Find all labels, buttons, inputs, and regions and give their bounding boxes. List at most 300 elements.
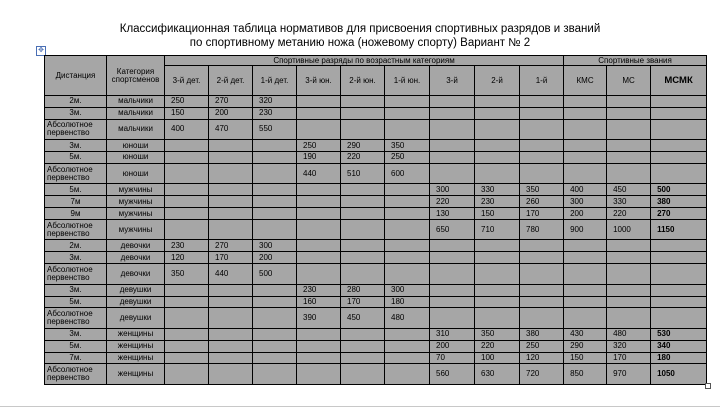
value-cell bbox=[253, 163, 297, 183]
value-cell bbox=[651, 152, 707, 164]
category-cell: девушки bbox=[107, 284, 165, 296]
value-cell: 230 bbox=[253, 107, 297, 119]
value-cell bbox=[209, 364, 253, 385]
value-cell: 250 bbox=[520, 340, 564, 352]
table-row bbox=[45, 152, 707, 164]
value-cell bbox=[165, 328, 209, 340]
value-cell: 300 bbox=[430, 184, 475, 196]
value-cell bbox=[385, 328, 430, 340]
table-row bbox=[45, 219, 707, 239]
value-cell bbox=[341, 252, 385, 264]
table-row bbox=[45, 352, 707, 364]
value-cell bbox=[297, 340, 341, 352]
value-cell: 630 bbox=[475, 364, 520, 385]
distance-cell: Абсолютное первенство bbox=[45, 308, 107, 328]
table-row bbox=[45, 163, 707, 183]
value-cell bbox=[341, 340, 385, 352]
value-cell: 230 bbox=[475, 196, 520, 208]
value-cell: 290 bbox=[341, 140, 385, 152]
value-cell: 780 bbox=[520, 219, 564, 239]
value-cell bbox=[297, 240, 341, 252]
distance-cell: 3м. bbox=[45, 284, 107, 296]
value-cell bbox=[651, 264, 707, 284]
category-cell: мальчики bbox=[107, 107, 165, 119]
header-col: 3-й дет. bbox=[165, 66, 209, 96]
value-cell bbox=[209, 152, 253, 164]
value-cell bbox=[209, 184, 253, 196]
table-row bbox=[45, 284, 707, 296]
table-row bbox=[45, 96, 707, 108]
value-cell bbox=[520, 252, 564, 264]
value-cell: 290 bbox=[564, 340, 607, 352]
value-cell bbox=[607, 308, 651, 328]
table-resize-handle[interactable] bbox=[705, 383, 711, 389]
value-cell bbox=[253, 196, 297, 208]
value-cell: 220 bbox=[607, 208, 651, 220]
value-cell bbox=[209, 284, 253, 296]
value-cell bbox=[520, 140, 564, 152]
value-cell bbox=[520, 107, 564, 119]
value-cell bbox=[430, 96, 475, 108]
value-cell bbox=[520, 284, 564, 296]
value-cell bbox=[475, 252, 520, 264]
category-cell: мужчины bbox=[107, 219, 165, 239]
value-cell bbox=[341, 107, 385, 119]
table-row bbox=[45, 196, 707, 208]
value-cell bbox=[165, 140, 209, 152]
value-cell bbox=[475, 107, 520, 119]
value-cell bbox=[385, 107, 430, 119]
value-cell: 300 bbox=[253, 240, 297, 252]
standards-table bbox=[44, 55, 707, 385]
value-cell bbox=[297, 364, 341, 385]
distance-cell: 2м. bbox=[45, 240, 107, 252]
table-row bbox=[45, 208, 707, 220]
distance-cell: 3м. bbox=[45, 107, 107, 119]
value-cell bbox=[253, 340, 297, 352]
value-cell bbox=[564, 296, 607, 308]
value-cell bbox=[520, 152, 564, 164]
value-cell bbox=[430, 252, 475, 264]
value-cell: 200 bbox=[209, 107, 253, 119]
table-row bbox=[45, 340, 707, 352]
value-cell: 280 bbox=[341, 284, 385, 296]
value-cell bbox=[165, 219, 209, 239]
value-cell bbox=[475, 152, 520, 164]
table-row bbox=[45, 107, 707, 119]
value-cell bbox=[430, 308, 475, 328]
value-cell: 1050 bbox=[651, 364, 707, 385]
value-cell bbox=[253, 152, 297, 164]
value-cell: 180 bbox=[651, 352, 707, 364]
value-cell: 440 bbox=[209, 264, 253, 284]
value-cell: 250 bbox=[165, 96, 209, 108]
title-line-1: Классификационная таблица нормативов для присвоения спортивных разрядов и званий bbox=[119, 23, 601, 35]
value-cell bbox=[651, 107, 707, 119]
value-cell bbox=[253, 328, 297, 340]
value-cell bbox=[385, 364, 430, 385]
value-cell bbox=[430, 119, 475, 139]
value-cell bbox=[564, 152, 607, 164]
value-cell bbox=[564, 240, 607, 252]
value-cell bbox=[607, 163, 651, 183]
header-col: 1-й юн. bbox=[385, 66, 430, 96]
distance-cell: 9м bbox=[45, 208, 107, 220]
value-cell bbox=[253, 140, 297, 152]
value-cell: 250 bbox=[385, 152, 430, 164]
table-row bbox=[45, 119, 707, 139]
value-cell: 270 bbox=[209, 240, 253, 252]
category-cell: мужчины bbox=[107, 196, 165, 208]
value-cell: 440 bbox=[297, 163, 341, 183]
value-cell: 320 bbox=[607, 340, 651, 352]
value-cell: 310 bbox=[430, 328, 475, 340]
value-cell: 720 bbox=[520, 364, 564, 385]
value-cell bbox=[607, 252, 651, 264]
value-cell: 450 bbox=[607, 184, 651, 196]
value-cell: 150 bbox=[165, 107, 209, 119]
category-cell: девочки bbox=[107, 240, 165, 252]
value-cell: 340 bbox=[651, 340, 707, 352]
value-cell bbox=[209, 219, 253, 239]
table-row bbox=[45, 296, 707, 308]
value-cell bbox=[564, 107, 607, 119]
category-cell: мальчики bbox=[107, 96, 165, 108]
value-cell bbox=[475, 264, 520, 284]
distance-cell: Абсолютное первенство bbox=[45, 219, 107, 239]
distance-cell: 3м. bbox=[45, 140, 107, 152]
value-cell bbox=[607, 240, 651, 252]
value-cell bbox=[520, 96, 564, 108]
value-cell bbox=[297, 252, 341, 264]
value-cell bbox=[520, 119, 564, 139]
value-cell bbox=[253, 364, 297, 385]
value-cell: 270 bbox=[209, 96, 253, 108]
value-cell bbox=[430, 284, 475, 296]
value-cell: 100 bbox=[475, 352, 520, 364]
distance-cell: Абсолютное первенство bbox=[45, 264, 107, 284]
page-bottom-border bbox=[0, 406, 720, 407]
value-cell: 330 bbox=[607, 196, 651, 208]
value-cell bbox=[341, 328, 385, 340]
value-cell bbox=[253, 296, 297, 308]
value-cell: 130 bbox=[430, 208, 475, 220]
value-cell bbox=[209, 208, 253, 220]
value-cell bbox=[341, 240, 385, 252]
value-cell bbox=[564, 140, 607, 152]
value-cell bbox=[209, 308, 253, 328]
value-cell bbox=[209, 340, 253, 352]
value-cell bbox=[475, 284, 520, 296]
value-cell bbox=[564, 252, 607, 264]
value-cell bbox=[564, 96, 607, 108]
value-cell: 850 bbox=[564, 364, 607, 385]
value-cell: 480 bbox=[385, 308, 430, 328]
value-cell: 230 bbox=[165, 240, 209, 252]
value-cell bbox=[651, 296, 707, 308]
table-row bbox=[45, 328, 707, 340]
value-cell bbox=[297, 328, 341, 340]
value-cell bbox=[564, 163, 607, 183]
value-cell bbox=[341, 264, 385, 284]
value-cell bbox=[607, 264, 651, 284]
value-cell bbox=[165, 308, 209, 328]
value-cell bbox=[165, 352, 209, 364]
category-cell: девочки bbox=[107, 264, 165, 284]
value-cell bbox=[297, 184, 341, 196]
value-cell bbox=[520, 296, 564, 308]
value-cell: 220 bbox=[430, 196, 475, 208]
value-cell: 350 bbox=[165, 264, 209, 284]
distance-cell: 7м bbox=[45, 196, 107, 208]
value-cell: 1000 bbox=[607, 219, 651, 239]
value-cell bbox=[651, 163, 707, 183]
header-col: 1-й дет. bbox=[253, 66, 297, 96]
value-cell bbox=[253, 352, 297, 364]
value-cell: 120 bbox=[520, 352, 564, 364]
value-cell: 380 bbox=[651, 196, 707, 208]
value-cell: 350 bbox=[520, 184, 564, 196]
value-cell: 330 bbox=[475, 184, 520, 196]
value-cell bbox=[385, 196, 430, 208]
value-cell bbox=[209, 196, 253, 208]
table-row bbox=[45, 308, 707, 328]
value-cell: 230 bbox=[297, 284, 341, 296]
category-cell: девушки bbox=[107, 308, 165, 328]
value-cell bbox=[385, 240, 430, 252]
distance-cell: 5м. bbox=[45, 184, 107, 196]
value-cell bbox=[297, 264, 341, 284]
value-cell: 560 bbox=[430, 364, 475, 385]
value-cell: 350 bbox=[475, 328, 520, 340]
value-cell bbox=[165, 284, 209, 296]
value-cell: 170 bbox=[520, 208, 564, 220]
value-cell bbox=[385, 119, 430, 139]
value-cell bbox=[385, 184, 430, 196]
value-cell bbox=[385, 219, 430, 239]
value-cell: 150 bbox=[564, 352, 607, 364]
value-cell bbox=[253, 184, 297, 196]
category-cell: юноши bbox=[107, 163, 165, 183]
value-cell: 150 bbox=[475, 208, 520, 220]
value-cell bbox=[253, 208, 297, 220]
value-cell bbox=[475, 296, 520, 308]
value-cell bbox=[297, 208, 341, 220]
value-cell bbox=[607, 152, 651, 164]
value-cell: 710 bbox=[475, 219, 520, 239]
value-cell bbox=[430, 107, 475, 119]
value-cell bbox=[430, 152, 475, 164]
value-cell bbox=[297, 119, 341, 139]
category-cell: женщины bbox=[107, 364, 165, 385]
value-cell bbox=[341, 352, 385, 364]
value-cell bbox=[475, 163, 520, 183]
value-cell bbox=[297, 352, 341, 364]
value-cell bbox=[341, 364, 385, 385]
value-cell bbox=[520, 308, 564, 328]
table-row bbox=[45, 364, 707, 385]
header-distance: Дистанция bbox=[45, 56, 107, 96]
value-cell bbox=[607, 119, 651, 139]
value-cell: 180 bbox=[385, 296, 430, 308]
value-cell: 450 bbox=[341, 308, 385, 328]
value-cell bbox=[607, 140, 651, 152]
category-cell: женщины bbox=[107, 352, 165, 364]
value-cell bbox=[165, 340, 209, 352]
value-cell bbox=[651, 119, 707, 139]
value-cell: 250 bbox=[297, 140, 341, 152]
category-cell: женщины bbox=[107, 328, 165, 340]
header-col: 3-й bbox=[430, 66, 475, 96]
value-cell bbox=[253, 284, 297, 296]
value-cell bbox=[209, 328, 253, 340]
value-cell: 480 bbox=[607, 328, 651, 340]
value-cell bbox=[253, 219, 297, 239]
document-title bbox=[0, 22, 720, 50]
table-row bbox=[45, 140, 707, 152]
distance-cell: Абсолютное первенство bbox=[45, 163, 107, 183]
value-cell: 550 bbox=[253, 119, 297, 139]
value-cell bbox=[297, 107, 341, 119]
value-cell bbox=[430, 163, 475, 183]
value-cell bbox=[253, 308, 297, 328]
value-cell: 320 bbox=[253, 96, 297, 108]
value-cell: 400 bbox=[564, 184, 607, 196]
value-cell bbox=[430, 140, 475, 152]
value-cell bbox=[475, 96, 520, 108]
value-cell bbox=[165, 184, 209, 196]
value-cell bbox=[341, 96, 385, 108]
value-cell: 1150 bbox=[651, 219, 707, 239]
value-cell: 220 bbox=[341, 152, 385, 164]
value-cell bbox=[297, 96, 341, 108]
value-cell bbox=[651, 252, 707, 264]
category-cell: юноши bbox=[107, 140, 165, 152]
category-cell: мальчики bbox=[107, 119, 165, 139]
title-line-2: по спортивному метанию ножа (ножевому спорту) Вариант № 2 bbox=[189, 37, 531, 49]
table-row bbox=[45, 252, 707, 264]
category-cell: юноши bbox=[107, 152, 165, 164]
value-cell bbox=[165, 364, 209, 385]
value-cell bbox=[475, 308, 520, 328]
distance-cell: Абсолютное первенство bbox=[45, 364, 107, 385]
category-cell: девочки bbox=[107, 252, 165, 264]
value-cell bbox=[341, 184, 385, 196]
value-cell bbox=[651, 284, 707, 296]
value-cell: 380 bbox=[520, 328, 564, 340]
value-cell: 270 bbox=[651, 208, 707, 220]
value-cell bbox=[165, 163, 209, 183]
value-cell: 350 bbox=[385, 140, 430, 152]
value-cell bbox=[475, 240, 520, 252]
value-cell bbox=[475, 119, 520, 139]
value-cell bbox=[651, 240, 707, 252]
value-cell bbox=[297, 219, 341, 239]
header-col: МС bbox=[607, 66, 651, 96]
value-cell bbox=[564, 264, 607, 284]
value-cell bbox=[209, 140, 253, 152]
value-cell bbox=[165, 208, 209, 220]
value-cell: 430 bbox=[564, 328, 607, 340]
value-cell: 200 bbox=[430, 340, 475, 352]
value-cell bbox=[475, 140, 520, 152]
value-cell bbox=[651, 308, 707, 328]
table-move-handle-icon[interactable]: ✥ bbox=[36, 46, 46, 56]
distance-cell: 5м. bbox=[45, 152, 107, 164]
value-cell bbox=[385, 264, 430, 284]
value-cell: 220 bbox=[475, 340, 520, 352]
header-col: 2-й дет. bbox=[209, 66, 253, 96]
value-cell bbox=[651, 140, 707, 152]
value-cell bbox=[209, 352, 253, 364]
value-cell bbox=[520, 163, 564, 183]
table-row bbox=[45, 264, 707, 284]
value-cell: 900 bbox=[564, 219, 607, 239]
value-cell: 170 bbox=[341, 296, 385, 308]
value-cell bbox=[385, 208, 430, 220]
header-col: 2-й bbox=[475, 66, 520, 96]
category-cell: девушки bbox=[107, 296, 165, 308]
value-cell bbox=[341, 119, 385, 139]
value-cell: 200 bbox=[564, 208, 607, 220]
value-cell bbox=[209, 296, 253, 308]
value-cell bbox=[564, 308, 607, 328]
value-cell: 160 bbox=[297, 296, 341, 308]
distance-cell: 5м. bbox=[45, 340, 107, 352]
value-cell bbox=[165, 296, 209, 308]
value-cell: 170 bbox=[607, 352, 651, 364]
value-cell: 70 bbox=[430, 352, 475, 364]
value-cell bbox=[607, 96, 651, 108]
value-cell: 510 bbox=[341, 163, 385, 183]
value-cell bbox=[607, 296, 651, 308]
category-cell: мужчины bbox=[107, 184, 165, 196]
header-col: КМС bbox=[564, 66, 607, 96]
value-cell bbox=[607, 284, 651, 296]
value-cell: 300 bbox=[564, 196, 607, 208]
header-col: 2-й юн. bbox=[341, 66, 385, 96]
value-cell bbox=[385, 352, 430, 364]
distance-cell: 7м. bbox=[45, 352, 107, 364]
value-cell bbox=[520, 264, 564, 284]
value-cell bbox=[430, 240, 475, 252]
value-cell bbox=[165, 152, 209, 164]
header-col: 3-й юн. bbox=[297, 66, 341, 96]
value-cell bbox=[607, 107, 651, 119]
value-cell bbox=[564, 284, 607, 296]
distance-cell: 2м. bbox=[45, 96, 107, 108]
value-cell: 470 bbox=[209, 119, 253, 139]
value-cell: 400 bbox=[165, 119, 209, 139]
category-cell: женщины bbox=[107, 340, 165, 352]
value-cell bbox=[209, 163, 253, 183]
value-cell bbox=[564, 119, 607, 139]
value-cell bbox=[341, 219, 385, 239]
header-category: Категория спортсменов bbox=[107, 56, 165, 96]
header-titles-group: Спортивные звания bbox=[564, 56, 707, 66]
value-cell: 260 bbox=[520, 196, 564, 208]
value-cell bbox=[651, 96, 707, 108]
value-cell: 600 bbox=[385, 163, 430, 183]
value-cell: 390 bbox=[297, 308, 341, 328]
value-cell: 300 bbox=[385, 284, 430, 296]
distance-cell: Абсолютное первенство bbox=[45, 119, 107, 139]
value-cell: 500 bbox=[253, 264, 297, 284]
table-row bbox=[45, 184, 707, 196]
value-cell bbox=[430, 296, 475, 308]
distance-cell: 3м. bbox=[45, 252, 107, 264]
value-cell: 500 bbox=[651, 184, 707, 196]
